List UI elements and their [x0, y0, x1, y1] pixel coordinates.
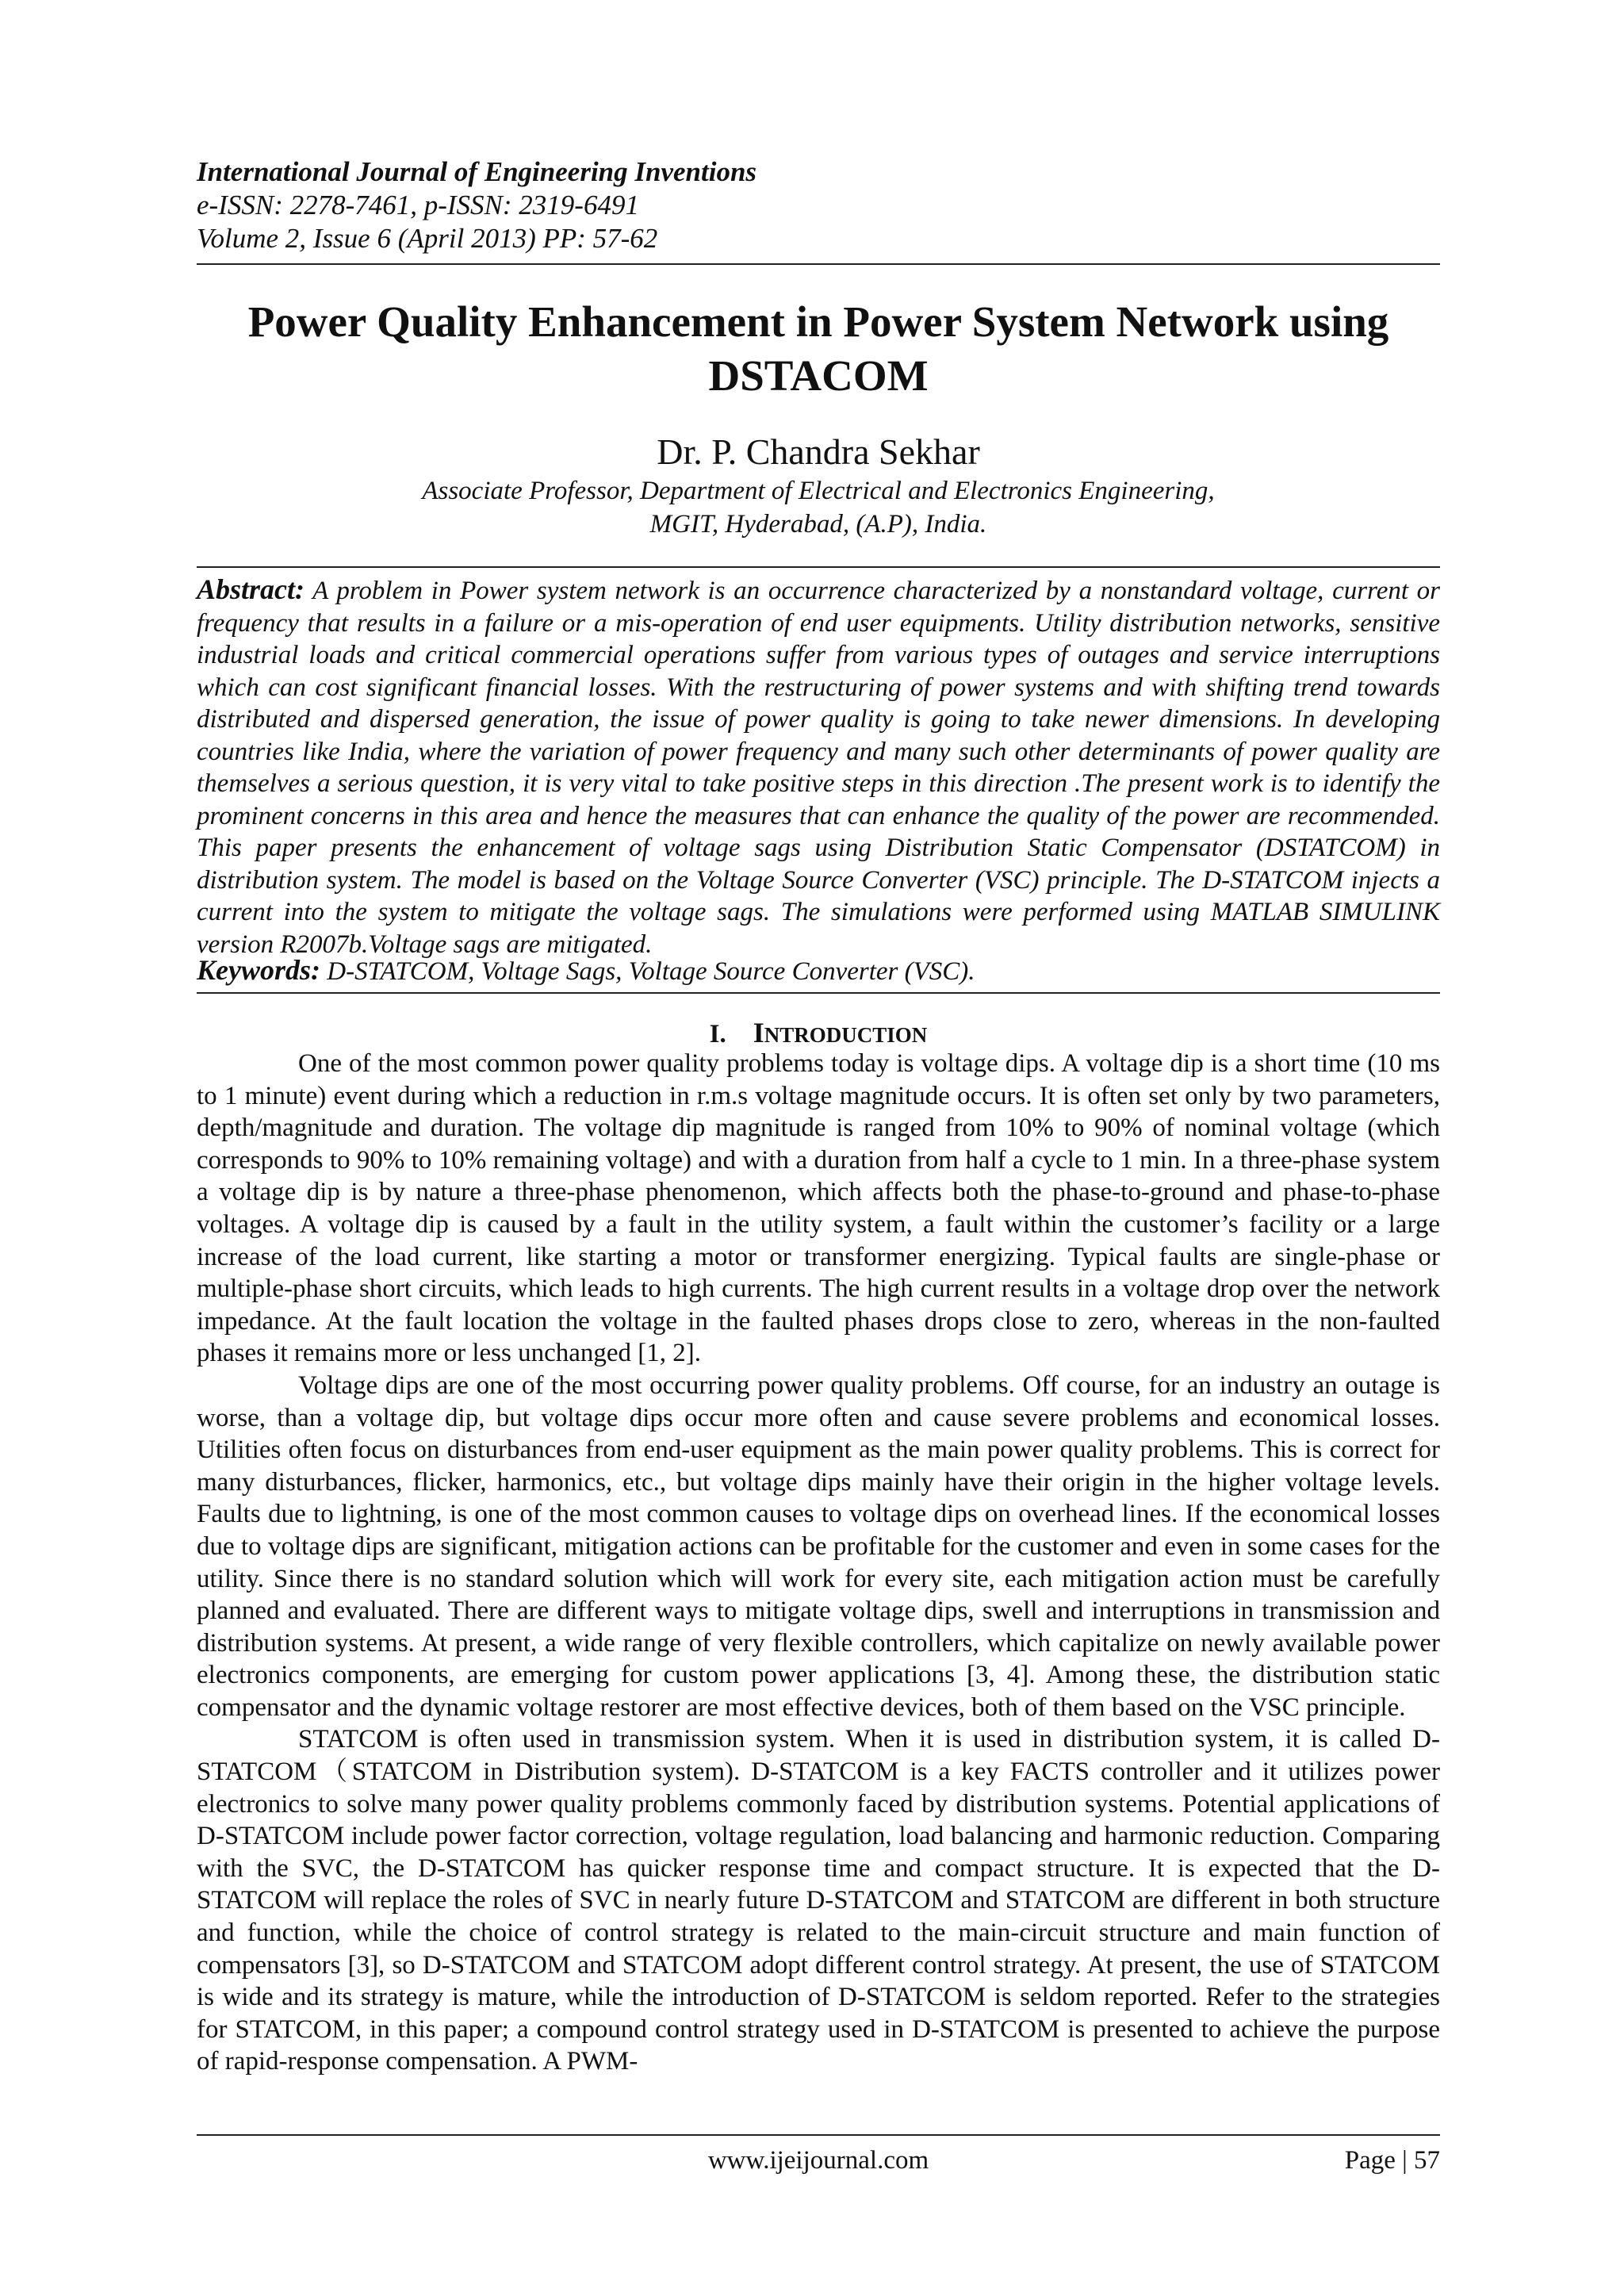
abstract — [197, 573, 1440, 960]
abstract-top-rule — [197, 566, 1440, 568]
introduction-body — [197, 1048, 1440, 2078]
affiliation-line-1: Associate Professor, Department of Electrical and Electronics Engineering, — [422, 477, 1215, 505]
paragraph: STATCOM is often used in transmission system. When it is used in distribution system, it is called D-STATCOM（STATCOM in Distribution system). D-STATCOM is a key FACTS controller and it utilizes power electronics to solve many power quality problems commonly faced by distribution systems. Potential applications of D-STATCOM include power factor correction, voltage regulation, load balancing and harmonic reduction. Comparing with the SVC, the D-STATCOM has quicker response time and compact structure. It is expected that the D-STATCOM will replace the roles of SVC in nearly future D-STATCOM and STATCOM are different in both structure and function, while the choice of control strategy is related to the main-circuit structure and main function of compensators [3], so D-STATCOM and STATCOM adopt different control strategy. At present, the use of STATCOM is wide and its strategy is mature, while the introduction of D-STATCOM is seldom reported. Refer to the strategies for STATCOM, in this paper; a compound control strategy used in D-STATCOM is presented to achieve the purpose of rapid-response compensation. A PWM- — [197, 1725, 1440, 2076]
page-footer — [197, 2143, 1440, 2178]
journal-issn: e-ISSN: 2278-7461, p-ISSN: 2319-6491 — [197, 190, 639, 220]
journal-name: International Journal of Engineering Inventions — [197, 156, 757, 187]
journal-header — [197, 155, 1440, 255]
journal-volume: Volume 2, Issue 6 (April 2013) PP: 57-62 — [197, 223, 658, 254]
keywords — [197, 954, 1440, 987]
section-heading-initial: I — [753, 1017, 764, 1048]
paragraph: Voltage dips are one of the most occurring power quality problems. Off course, for an industry an outage is worse, than a voltage dip, but voltage dips occur more often and cause severe problems and economical losses. Utilities often focus on disturbances from end-user equipment as the main power quality problems. This is correct for many disturbances, flicker, harmonics, etc., but voltage dips mainly have their origin in the higher voltage levels. Faults due to lightning, is one of the most common causes to voltage dips on overhead lines. If the economical losses due to voltage dips are significant, mitigation actions can be profitable for the customer and even in some cases for the utility. Since there is no standard solution which will work for every site, each mitigation action must be carefully planned and evaluated. There are different ways to mitigate voltage dips, swell and interruptions in transmission and distribution systems. At present, a wide range of very flexible controllers, which capitalize on newly available power electronics components, are emerging for custom power applications [3, 4]. Among these, the distribution static compensator and the dynamic voltage restorer are most effective devices, both of them based on the VSC principle. — [197, 1370, 1440, 1722]
section-number: I. — [709, 1020, 726, 1048]
author-name: Dr. P. Chandra Sekhar — [657, 431, 980, 472]
footer-page-number: Page | 57 — [1344, 2146, 1440, 2175]
paragraph: One of the most common power quality problems today is voltage dips. A voltage dip is a short time (10 ms to 1 minute) event during which a reduction in r.m.s voltage magnitude occurs. It is often set only by two parameters, depth/magnitude and duration. The voltage dip magnitude is ranged from 10% to 90% of nominal voltage (which corresponds to 90% to 10% remaining voltage) and with a duration from half a cycle to 1 min. In a three-phase system a voltage dip is by nature a three-phase phenomenon, which affects both the phase-to-ground and phase-to-phase voltages. A voltage dip is caused by a fault in the utility system, a fault within the customer’s facility or a large increase of the load current, like starting a motor or transformer energizing. Typical faults are single-phase or multiple-phase short circuits, which leads to high currents. The high current results in a voltage drop over the network impedance. At the fault location the voltage in the faulted phases drops close to zero, whereas in the non-faulted phases it remains more or less unchanged [1, 2]. — [197, 1049, 1440, 1368]
abstract-bottom-rule — [197, 992, 1440, 994]
author-affiliation — [197, 474, 1440, 541]
affiliation-line-2: MGIT, Hyderabad, (A.P), India. — [649, 510, 987, 539]
header-rule — [197, 263, 1440, 265]
abstract-text: A problem in Power system network is an occurrence characterized by a nonstandard voltage, current or frequency that results in a failure or a mis-operation of end user equipments. Utility distribution networks, sensitive industrial loads and critical commercial operations suffer from various types of outages and service interruptions which can cost significant financial losses. With the restructuring of power systems and with shifting trend towards distributed and dispersed generation, the issue of power quality is going to take newer dimensions. In developing countries like India, where the variation of power frequency and many such other determinants of power quality are themselves a serious question, it is very vital to take positive steps in this direction .The present work is to identify the prominent concerns in this area and hence the measures that can enhance the quality of the power are recommended. This paper presents the enhancement of voltage sags using Distribution Static Compensator (DSTATCOM) in distribution system. The model is based on the Voltage Source Converter (VSC) principle. The D-STATCOM injects a current into the system to mitigate the voltage sags. The simulations were performed using MATLAB SIMULINK version R2007b.Voltage sags are mitigated. — [197, 577, 1441, 959]
keywords-text: D-STATCOM, Voltage Sags, Voltage Source Converter (VSC). — [327, 957, 975, 986]
footer-url: www.ijeijournal.com — [707, 2146, 929, 2175]
title-line-1: Power Quality Enhancement in Power System Network using — [247, 297, 1389, 346]
abstract-label: Abstract: — [197, 573, 305, 605]
section-heading-introduction — [197, 1017, 1440, 1051]
title-line-2: DSTACOM — [708, 351, 929, 400]
footer-rule — [197, 2134, 1440, 2136]
paper-title — [197, 295, 1440, 403]
section-heading-rest: NTRODUCTION — [764, 1023, 928, 1047]
keywords-label: Keywords: — [197, 954, 320, 986]
